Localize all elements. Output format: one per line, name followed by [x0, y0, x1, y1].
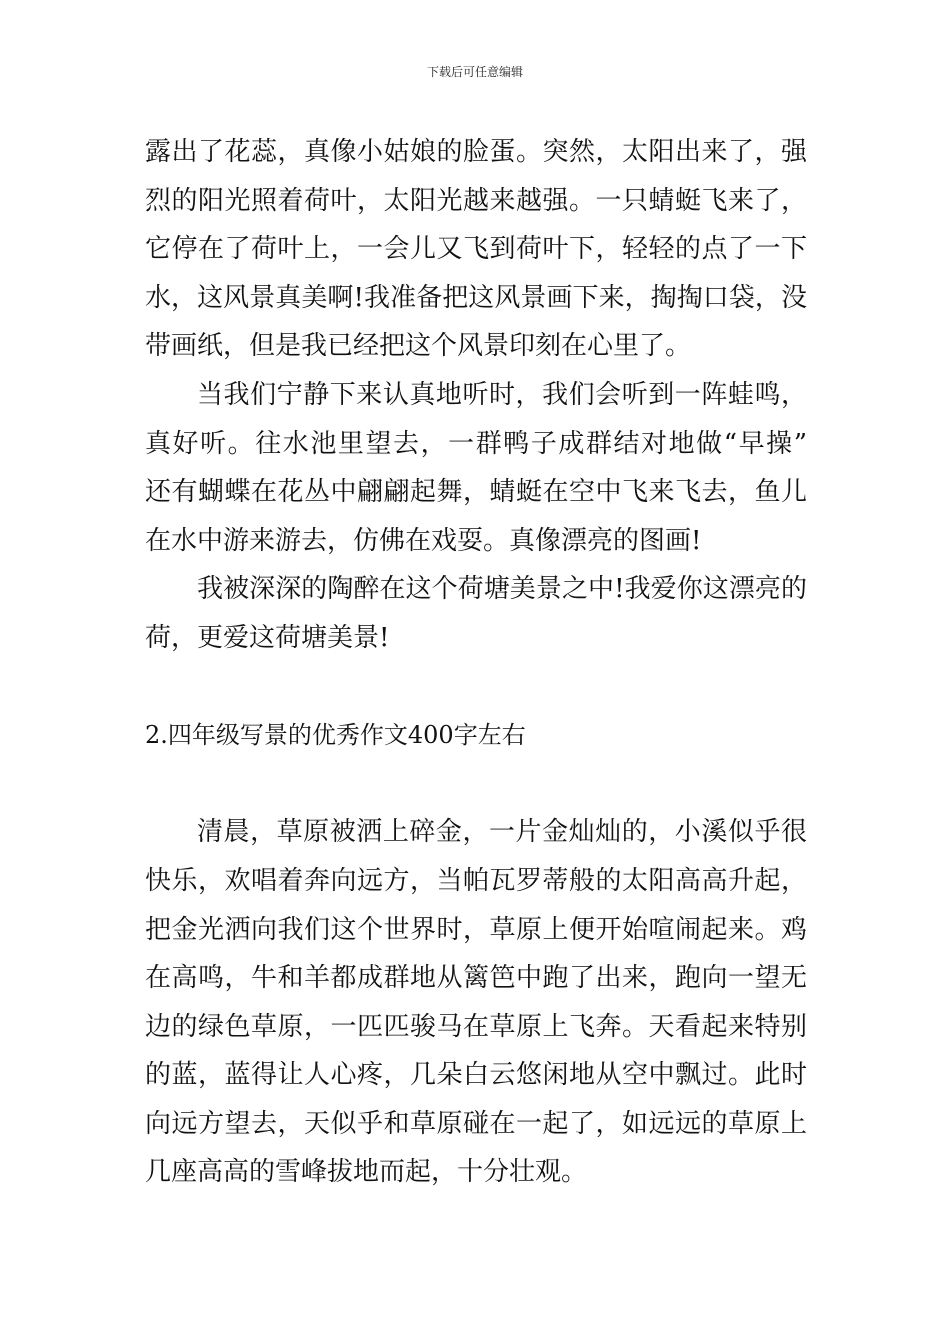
- paragraph-3: [145, 565, 807, 662]
- paragraph-4: [145, 808, 807, 1197]
- text-line: 真好听。往水池里望去，一群鸭子成群结对地做“早操”: [145, 428, 807, 459]
- text-line: 快乐，欢唱着奔向远方，当帕瓦罗蒂般的太阳高高升起，: [145, 865, 807, 896]
- page-header: 下载后可任意编辑: [426, 65, 523, 79]
- text-line: 它停在了荷叶上，一会儿又飞到荷叶下，轻轻的点了一下: [145, 234, 807, 265]
- text-line: 几座高高的雪峰拔地而起，十分壮观。: [145, 1157, 588, 1188]
- text-line: 向远方望去，天似乎和草原碰在一起了，如远远的草原上: [145, 1108, 807, 1139]
- document-body: [145, 128, 807, 1197]
- spacer: [145, 663, 807, 712]
- paragraph-1: [145, 128, 807, 371]
- text-line: 水，这风景真美啊!我准备把这风景画下来，掏掏口袋，没: [145, 282, 807, 313]
- text-line: 带画纸，但是我已经把这个风景印刻在心里了。: [145, 331, 692, 362]
- paragraph-2: [145, 371, 807, 565]
- text-line: 清晨，草原被洒上碎金，一片金灿灿的，小溪似乎很: [197, 817, 807, 848]
- text-line: 当我们宁静下来认真地听时，我们会听到一阵蛙鸣，: [197, 379, 807, 410]
- text-line: 边的绿色草原，一匹匹骏马在草原上飞奔。天看起来特别: [145, 1011, 807, 1042]
- text-line: 在水中游来游去，仿佛在戏耍。真像漂亮的图画!: [145, 525, 702, 556]
- text-line: 的蓝，蓝得让人心疼，几朵白云悠闲地从空中飘过。此时: [145, 1060, 807, 1091]
- text-line: 露出了花蕊，真像小姑娘的脸蛋。突然，太阳出来了，强: [145, 137, 807, 167]
- text-line: 烈的阳光照着荷叶，太阳光越来越强。一只蜻蜓飞来了，: [145, 185, 807, 216]
- text-line: 在高鸣，牛和羊都成群地从篱笆中跑了出来，跑向一望无: [145, 963, 807, 994]
- text-line: 荷，更爱这荷塘美景!: [145, 622, 390, 653]
- text-line: 我被深深的陶醉在这个荷塘美景之中!我爱你这漂亮的: [197, 574, 807, 605]
- section-heading: 2.四年级写景的优秀作文400字左右: [145, 721, 526, 750]
- text-line: 把金光洒向我们这个世界时，草原上便开始喧闹起来。鸡: [145, 914, 807, 945]
- spacer: [145, 760, 807, 809]
- text-line: 还有蝴蝶在花丛中翩翩起舞，蜻蜓在空中飞来飞去，鱼儿: [145, 477, 807, 508]
